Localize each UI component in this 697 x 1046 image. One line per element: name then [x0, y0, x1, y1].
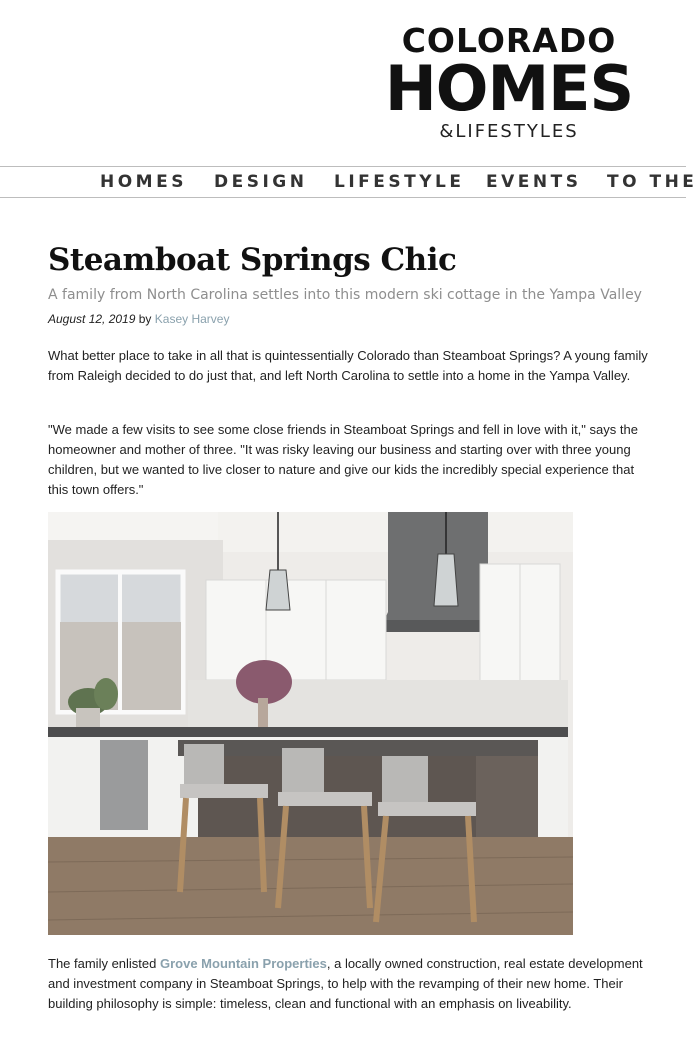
publish-date: August 12, 2019 [48, 312, 136, 326]
author-link[interactable]: Kasey Harvey [154, 312, 230, 326]
article-paragraph-3 [48, 954, 648, 1014]
byline-by: by [138, 312, 152, 326]
nav-item-events[interactable]: EVENTS [486, 172, 582, 192]
main-nav [0, 166, 697, 198]
masthead [0, 0, 686, 166]
article-subtitle: A family from North Carolina settles into this modern ski cottage in the Yampa Valley [48, 287, 642, 303]
kitchen-photo [48, 512, 573, 935]
byline [48, 311, 648, 327]
article-paragraph-1: What better place to take in all that is quintessentially Colorado than Steamboat Springs? A young family from Raleigh decided to do just that, and left North Carolina to settle into a home in the Yampa Valley. [48, 348, 648, 383]
site-logo[interactable] [376, 21, 642, 152]
article-header [48, 240, 648, 327]
grove-mountain-properties-link[interactable]: Grove Mountain Properties [160, 956, 327, 971]
logo-line-homes: HOMES [384, 52, 634, 125]
nav-item-homes[interactable]: HOMES [100, 172, 187, 192]
nav-item-lifestyle[interactable]: LIFESTYLE [334, 172, 465, 192]
logo-line-lifestyles: &LIFESTYLES [439, 121, 579, 142]
kitchen-illustration [48, 512, 573, 935]
article-title: Steamboat Springs Chic [48, 242, 457, 278]
paragraph-3-intro: The family enlisted [48, 956, 160, 971]
paragraph-3-body: , a locally owned construction, real estate development and investment company in Steamboat Springs, to help with the revamping of their new home. Their building philosophy is simple: timeless, clean and functional with an emphasis on liveability. [48, 956, 643, 1011]
article-paragraph-2: "We made a few visits to see some close friends in Steamboat Springs and fell in love with it," says the homeowner and mother of three. "It was risky leaving our business and starting over with three young children, but we wanted to live closer to nature and give our kids the incredibly special experience that this town offers." [48, 422, 638, 497]
nav-item-design[interactable]: DESIGN [214, 172, 308, 192]
logo-line-colorado: COLORADO [401, 21, 617, 60]
nav-item-to-the[interactable]: TO THE [607, 172, 697, 192]
